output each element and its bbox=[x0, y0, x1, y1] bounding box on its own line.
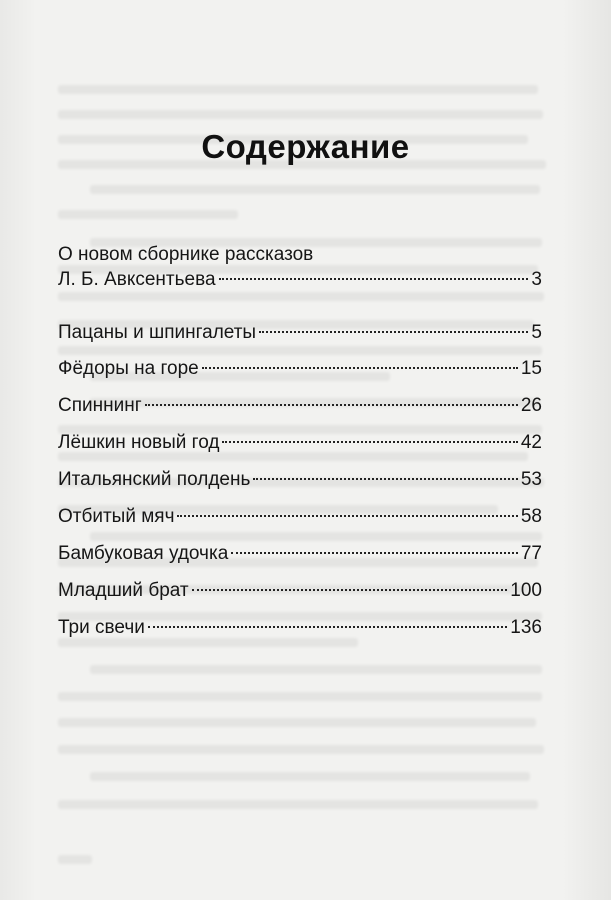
toc-entry-title: Отбитый мяч bbox=[58, 506, 175, 527]
toc-entry bbox=[58, 356, 542, 381]
toc-entry-title: Л. Б. Авксентьева bbox=[58, 269, 216, 290]
toc-entry-title-line1: О новом сборнике рассказов bbox=[58, 244, 314, 265]
dot-leader bbox=[253, 478, 517, 480]
dot-leader bbox=[192, 589, 508, 591]
toc-entry-title: Лёшкин новый год bbox=[58, 432, 220, 453]
toc-entry-title: Пацаны и шпингалеты bbox=[58, 322, 257, 343]
dot-leader bbox=[231, 552, 518, 554]
page-title: Содержание bbox=[201, 128, 410, 165]
toc-entry bbox=[58, 541, 542, 566]
toc-entry bbox=[58, 242, 542, 292]
toc-entry bbox=[58, 320, 542, 345]
toc-entry bbox=[58, 467, 542, 492]
dot-leader bbox=[222, 441, 517, 443]
toc-entry-page: 136 bbox=[510, 617, 542, 638]
toc-entry-page: 77 bbox=[520, 543, 542, 564]
toc-entry-page: 100 bbox=[510, 580, 542, 601]
dot-leader bbox=[259, 331, 528, 333]
dot-leader bbox=[219, 278, 529, 280]
toc-entry-page: 15 bbox=[520, 358, 542, 379]
toc-entry-title: Бамбуковая удочка bbox=[58, 543, 229, 564]
toc-entry bbox=[58, 615, 542, 640]
dot-leader bbox=[177, 515, 517, 517]
toc-entry bbox=[58, 430, 542, 455]
toc-entry-page: 53 bbox=[520, 469, 542, 490]
dot-leader bbox=[202, 367, 518, 369]
toc-entry-page: 26 bbox=[520, 395, 542, 416]
toc-entry-page: 5 bbox=[531, 322, 542, 343]
dot-leader bbox=[148, 626, 507, 628]
toc-entry bbox=[58, 504, 542, 529]
dot-leader bbox=[145, 404, 518, 406]
toc-entry bbox=[58, 393, 542, 418]
toc-entry-title: Фёдоры на горе bbox=[58, 358, 199, 379]
toc-entry-title: Итальянский полдень bbox=[58, 469, 251, 490]
toc-entry bbox=[58, 578, 542, 603]
toc-entry-page: 3 bbox=[531, 269, 542, 290]
toc-entry-page: 58 bbox=[520, 506, 542, 527]
toc-entry-page: 42 bbox=[520, 432, 542, 453]
toc-entry-title: Три свечи bbox=[58, 617, 145, 638]
table-of-contents bbox=[58, 242, 542, 640]
toc-entry-title: Спиннинг bbox=[58, 395, 142, 416]
toc-entry-title: Младший брат bbox=[58, 580, 189, 601]
